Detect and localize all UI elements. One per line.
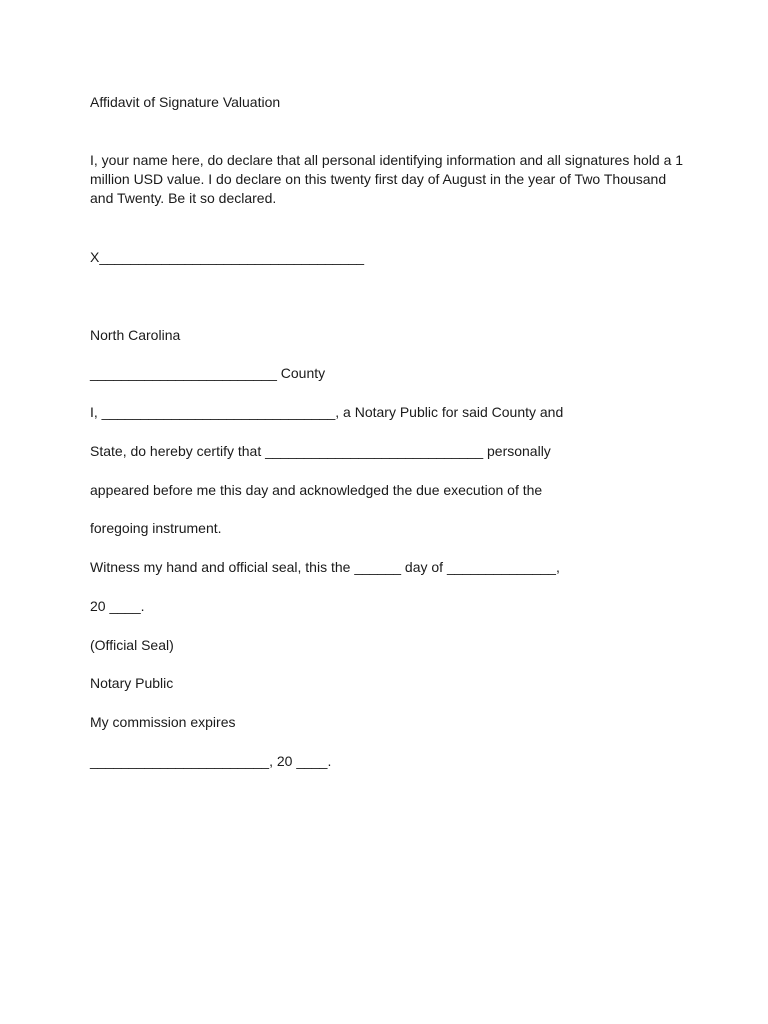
declaration-paragraph bbox=[90, 151, 690, 208]
notary-certify-line-4: foregoing instrument. bbox=[90, 520, 222, 536]
commission-date-line: _______________________, 20 ____. bbox=[90, 753, 332, 769]
county-line: ________________________ County bbox=[90, 365, 326, 381]
notary-certify-line-3: appeared before me this day and acknowledged the due execution of the bbox=[90, 482, 543, 498]
declaration-line-3: and Twenty. Be it so declared. bbox=[90, 190, 277, 206]
signature-line: X__________________________________ bbox=[90, 249, 365, 265]
state-name: North Carolina bbox=[90, 327, 181, 343]
declaration-line-1: I, your name here, do declare that all personal identifying information and all signatures hold a 1 bbox=[90, 152, 684, 168]
notary-certify-line-1: I, ______________________________, a Notary Public for said County and bbox=[90, 404, 564, 420]
witness-line: Witness my hand and official seal, this the ______ day of ______________, bbox=[90, 559, 560, 575]
document-title: Affidavit of Signature Valuation bbox=[90, 94, 281, 110]
notary-certify-line-2: State, do hereby certify that ____________________________ personally bbox=[90, 443, 551, 459]
official-seal-label: (Official Seal) bbox=[90, 637, 174, 653]
declaration-line-2: million USD value. I do declare on this twenty first day of August in the year of Two Thousand bbox=[90, 171, 667, 187]
notary-public-label: Notary Public bbox=[90, 675, 174, 691]
commission-expires-label: My commission expires bbox=[90, 714, 236, 730]
year-line: 20 ____. bbox=[90, 598, 145, 614]
